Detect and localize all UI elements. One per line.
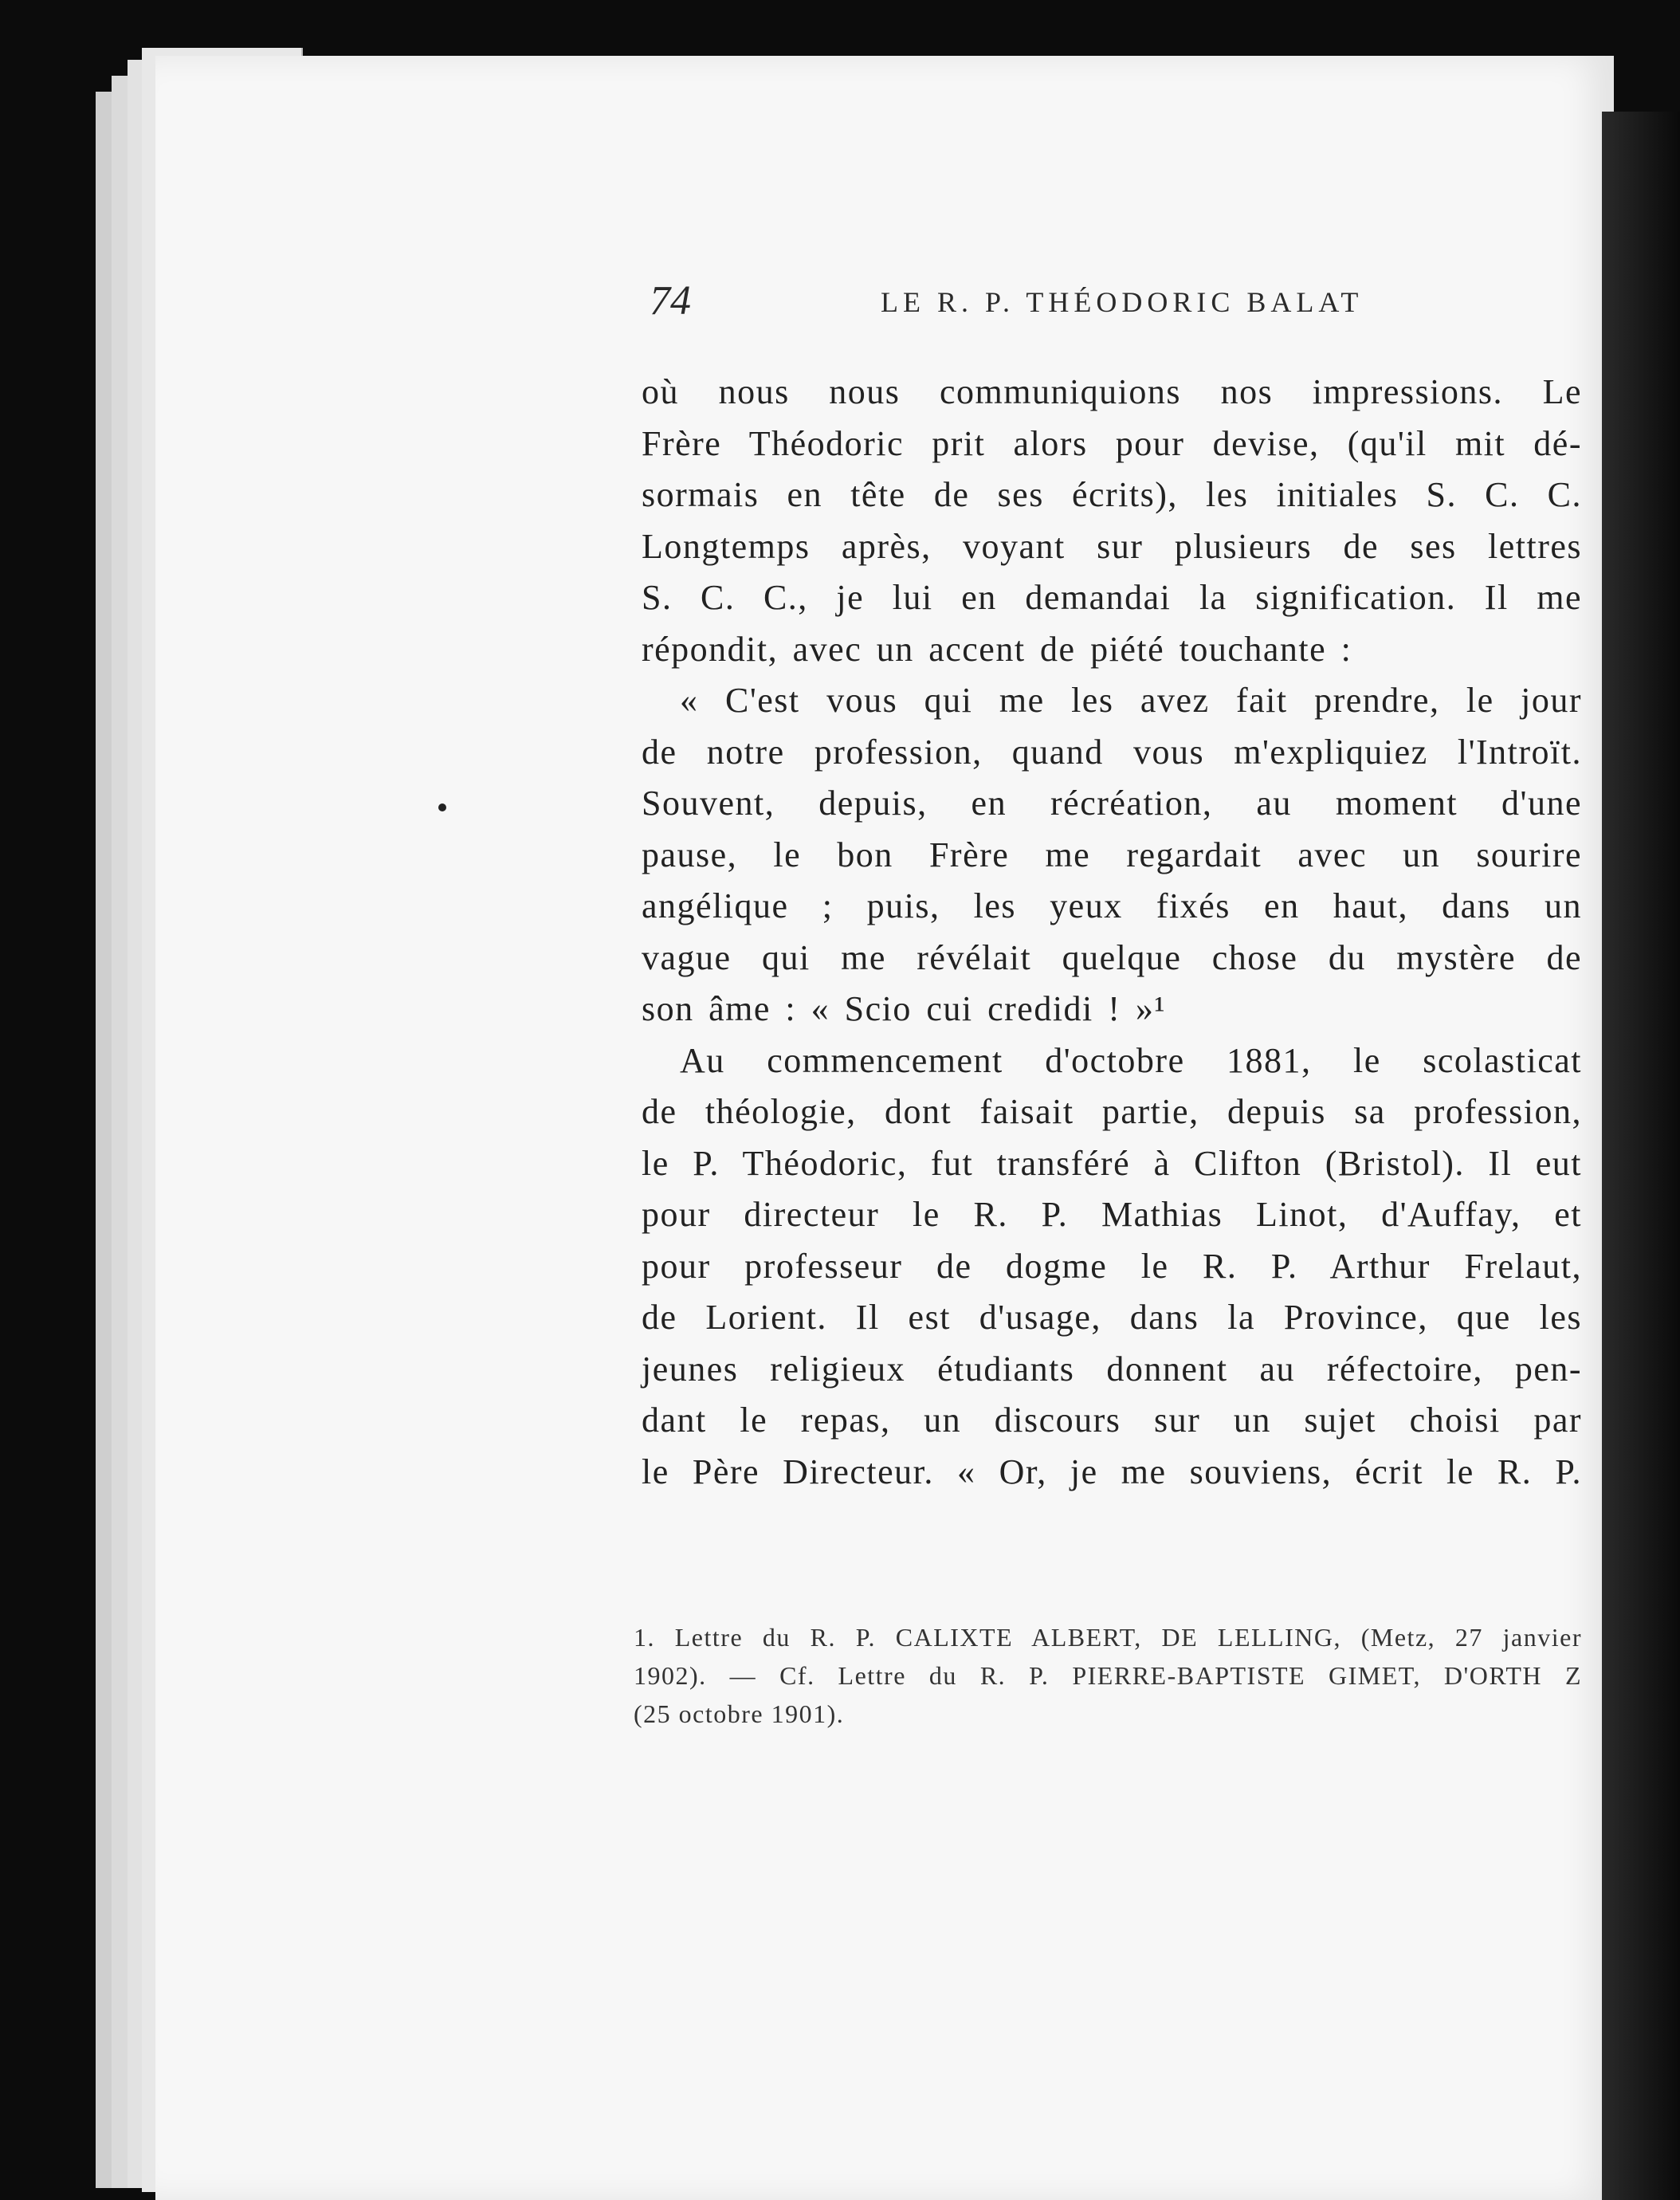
footnote-line: 1. Lettre du R. P. CALIXTE ALBERT, DE LELLING, (Metz, 27 janvier [634, 1623, 1582, 1652]
footnote-line: (25 octobre 1901). [634, 1699, 845, 1728]
text-line: Frère Théodoric prit alors pour devise, (qu'il mit dé- [642, 423, 1582, 463]
running-title: LE R. P. THÉODORIC BALAT [881, 286, 1364, 318]
text-line: pause, le bon Frère me regardait avec un sourire [642, 835, 1582, 874]
text-line: dant le repas, un discours sur un sujet choisi par [642, 1401, 1582, 1440]
text-line: de notre profession, quand vous m'expliquiez l'Introït. [642, 732, 1582, 772]
text-line: « C'est vous qui me les avez fait prendre, le jour [680, 681, 1582, 720]
text-line: jeunes religieux étudiants donnent au réfectoire, pen- [642, 1349, 1582, 1389]
text-line: le Père Directeur. « Or, je me souviens, écrit le R. P. [642, 1452, 1582, 1491]
book-spine-shadow [1602, 112, 1680, 2200]
page-number: 74 [650, 278, 691, 324]
body-text [642, 367, 1582, 1498]
text-line: sormais en tête de ses écrits), les initiales S. C. C. [642, 475, 1582, 514]
page-header [650, 277, 1446, 325]
text-line: le P. Théodoric, fut transféré à Clifton (Bristol). Il eut [642, 1143, 1582, 1183]
text-line: Longtemps après, voyant sur plusieurs de ses lettres [642, 526, 1582, 566]
text-line: pour directeur le R. P. Mathias Linot, d'Auffay, et [642, 1195, 1582, 1234]
text-line: S. C. C., je lui en demandai la signification. Il me [642, 578, 1582, 617]
text-line: Au commencement d'octobre 1881, le scolasticat [680, 1040, 1582, 1080]
text-line: pour professeur de dogme le R. P. Arthur Frelaut, [642, 1246, 1582, 1286]
text-line: vague qui me révélait quelque chose du mystère de [642, 937, 1582, 977]
text-line: de Lorient. Il est d'usage, dans la Province, que les [642, 1298, 1582, 1337]
text-line: où nous nous communiquions nos impressions. Le [642, 372, 1582, 411]
text-line: angélique ; puis, les yeux fixés en haut, dans un [642, 886, 1582, 925]
text-line: de théologie, dont faisait partie, depuis sa profession, [642, 1092, 1582, 1131]
ink-speck [438, 803, 446, 811]
footnotes [634, 1618, 1582, 1733]
text-line: son âme : « Scio cui credidi ! »¹ [642, 989, 1167, 1028]
footnote-line: 1902). — Cf. Lettre du R. P. PIERRE-BAPTISTE GIMET, D'ORTH Z [634, 1661, 1582, 1690]
text-line: Souvent, depuis, en récréation, au moment d'une [642, 784, 1582, 823]
text-line: répondit, avec un accent de piété touchante : [642, 629, 1352, 669]
